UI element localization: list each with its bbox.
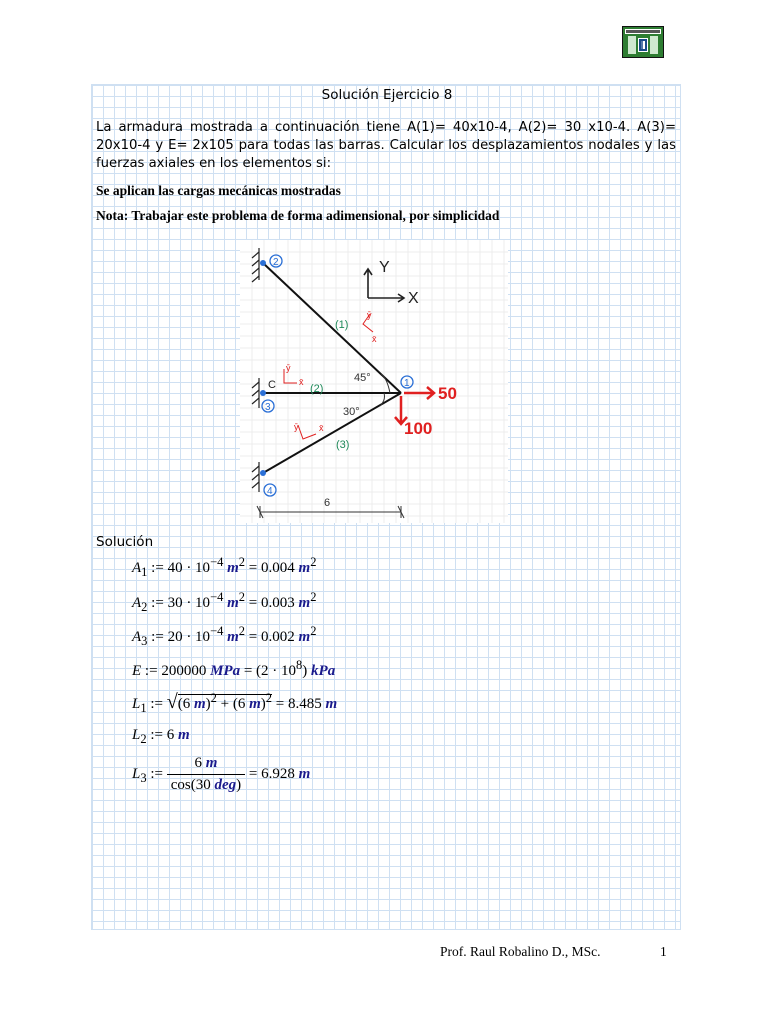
angle-45-label: 45° [354, 372, 371, 384]
axis-y-label: Y [379, 259, 390, 276]
local-x-2: x̄ [299, 377, 304, 387]
local-x-3: x̄ [319, 423, 324, 433]
equation-l3: $L_3$ := $\frac{6 m}{\text{cos(30 deg)}}$ = 6.928 m [132, 755, 311, 793]
node-1-label: 1 [404, 378, 410, 389]
local-y-1: ȳ [367, 310, 372, 320]
local-x-1: x̄ [372, 334, 377, 344]
truss-figure [240, 240, 508, 523]
load-50-label: 50 [438, 384, 457, 403]
page-number: 1 [660, 944, 667, 959]
solution-heading: Solución [96, 534, 154, 550]
equation-a3: $A_3$ := $20 \cdot 10^{-4}$ $m^2 = 0.002$ $m^2$ [132, 624, 317, 648]
element-3-label: (3) [336, 439, 350, 451]
angle-30-label: 30° [343, 406, 360, 418]
equation-l2: $L_2$ := 6 m [132, 727, 190, 746]
worksheet-grid [91, 84, 681, 930]
node-c-label: C [268, 379, 276, 391]
element-2-label: (2) [310, 383, 324, 395]
dimension-6-label: 6 [324, 497, 331, 509]
equation-a1: $A_1$ := $40 \cdot 10^{-4}$ $m^2 = 0.004$ $m^2$ [132, 555, 317, 579]
author-footer: Prof. Raul Robalino D., MSc. [440, 944, 601, 959]
node-2-label: 2 [273, 257, 279, 268]
institution-logo [622, 26, 664, 58]
condition-text: Se aplican las cargas mecánicas mostradas [96, 183, 341, 198]
note-text: Nota: Trabajar este problema de forma adimensional, por simplicidad [96, 208, 500, 223]
page-title: Solución Ejercicio 8 [321, 87, 453, 103]
equation-a2: $A_2$ := $30 \cdot 10^{-4}$ $m^2 = 0.003$ $m^2$ [132, 590, 317, 614]
axis-x-label: X [408, 290, 419, 307]
equation-e: E := 200000 MPa = $(2 \cdot 10^8)$ kPa [132, 658, 336, 679]
local-y-2: ȳ [286, 363, 291, 373]
element-1-label: (1) [335, 319, 349, 331]
node-4-label: 4 [267, 486, 273, 497]
node-3-label: 3 [265, 402, 271, 413]
equation-l1: $L_1$ := √(6 m)$^2$ + (6 m)$^2$ = 8.485 m [132, 691, 338, 715]
problem-statement: La armadura mostrada a continuación tiene A(1)= 40x10-4, A(2)= 30 x10-4. A(3)= 20x10-4 y E= 2x105 para todas las barras. Calcular los desplazamientos nodales y las fuerzas axiales en los elementos si: [96, 120, 676, 171]
load-100-label: 100 [404, 419, 433, 438]
local-y-3: ȳ [294, 422, 299, 432]
